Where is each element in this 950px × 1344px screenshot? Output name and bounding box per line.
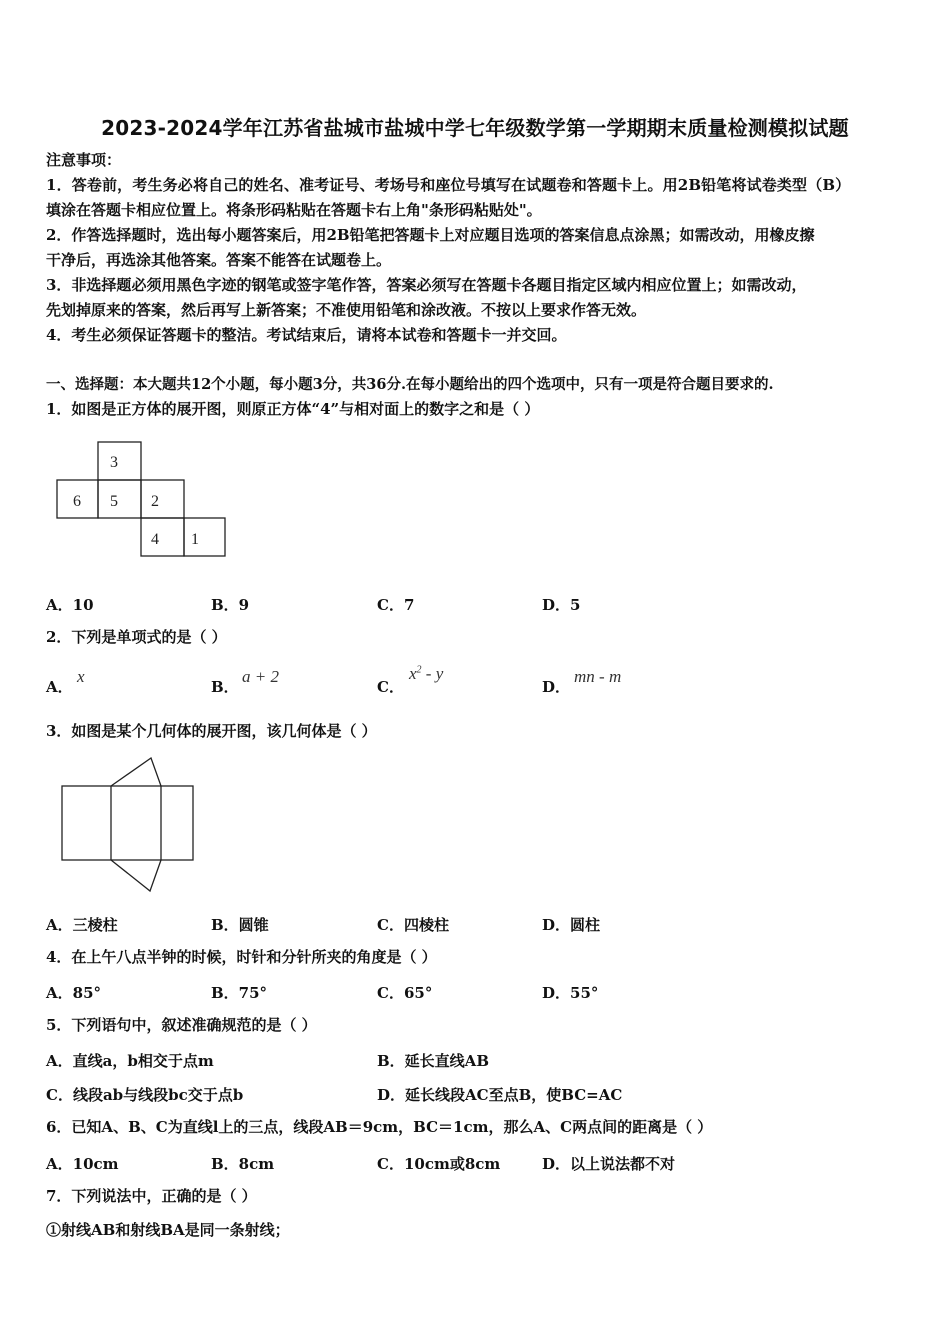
cube-number: 1 (191, 531, 199, 548)
cube-number: 5 (110, 493, 118, 510)
q1-option-b: B．9 (211, 596, 250, 614)
q2-option-b-expr: a + 2 (242, 667, 279, 686)
q7-statement-1: ①射线AB和射线BA是同一条射线； (46, 1221, 290, 1239)
question-1-stem: 1．如图是正方体的展开图，则原正方体“4”与相对面上的数字之和是（ ） (46, 400, 540, 418)
expr-rest: - y (421, 664, 444, 683)
q6-option-d: D．以上说法都不对 (542, 1155, 676, 1173)
q2-option-c-label: C． (377, 678, 404, 696)
q6-option-a: A．10cm (46, 1155, 119, 1173)
net-triangle-bottom (111, 860, 161, 891)
q2-option-a-label: A． (46, 678, 73, 696)
net-square (98, 480, 141, 518)
q3-option-b: B．圆锥 (211, 916, 269, 934)
cube-number: 4 (151, 531, 159, 548)
expr-exponent: 2 (416, 664, 422, 676)
net-square (141, 480, 184, 518)
q2-option-d-expr: mn - m (574, 667, 622, 686)
notice-line-4: 干净后，再选涂其他答案。答案不能答在试题卷上。 (46, 251, 392, 269)
q3-option-a: A．三棱柱 (46, 916, 118, 934)
q1-option-a: A．10 (46, 596, 94, 614)
expr-base: x (409, 664, 417, 683)
q2-option-b-label: B． (211, 678, 239, 696)
cube-net-figure (55, 440, 235, 562)
q4-option-c: C．65° (377, 984, 433, 1002)
q2-option-a-expr: x (77, 667, 85, 686)
question-7-stem: 7．下列说法中，正确的是（ ） (46, 1187, 257, 1205)
question-4-stem: 4．在上午八点半钟的时候，时针和分针所夹的角度是（ ） (46, 948, 437, 966)
q4-option-a: A．85° (46, 984, 102, 1002)
q4-option-d: D．55° (542, 984, 599, 1002)
notice-line-1: 1．答卷前，考生务必将自己的姓名、准考证号、考场号和座位号填写在试题卷和答题卡上。用2B铅笔将试卷类型（B） (46, 176, 851, 194)
q6-option-c: C．10cm或8cm (377, 1155, 501, 1173)
q4-option-b: B．75° (211, 984, 268, 1002)
net-rectangle (62, 786, 193, 860)
page-title: 2023-2024学年江苏省盐城市盐城中学七年级数学第一学期期末质量检测模拟试题 (101, 116, 849, 140)
q6-option-b: B．8cm (211, 1155, 275, 1173)
q5-option-d: D．延长线段AC至点B，使BC=AC (377, 1086, 623, 1104)
notice-line-2: 填涂在答题卡相应位置上。将条形码粘贴在答题卡右上角"条形码粘贴处"。 (46, 201, 542, 219)
q5-option-c: C．线段ab与线段bc交于点b (46, 1086, 244, 1104)
prism-net-figure (58, 755, 198, 895)
q2-option-d-label: D． (542, 678, 571, 696)
question-3-stem: 3．如图是某个几何体的展开图，该几何体是（ ） (46, 722, 377, 740)
q2-option-c-expr (409, 664, 443, 684)
cube-number: 3 (110, 454, 118, 471)
q5-option-b: B．延长直线AB (377, 1052, 489, 1070)
q5-option-a: A．直线a，b相交于点m (46, 1052, 214, 1070)
q1-option-c: C．7 (377, 596, 415, 614)
cube-number: 2 (151, 493, 159, 510)
net-triangle-top (111, 758, 161, 786)
notice-line-3: 2．作答选择题时，选出每小题答案后，用2B铅笔把答题卡上对应题目选项的答案信息点涂黑；如需改动，用橡皮擦 (46, 226, 815, 244)
notice-heading: 注意事项： (46, 151, 122, 169)
cube-number: 6 (73, 493, 81, 510)
notice-line-7: 4．考生必须保证答题卡的整洁。考试结束后，请将本试卷和答题卡一并交回。 (46, 326, 567, 344)
notice-line-5: 3．非选择题必须用黑色字迹的钢笔或签字笔作答，答案必须写在答题卡各题目指定区域内相应位置上；如需改动， (46, 276, 807, 294)
q3-option-c: C．四棱柱 (377, 916, 449, 934)
question-6-stem: 6．已知A、B、C为直线l上的三点，线段AB＝9cm，BC＝1cm，那么A、C两点间的距离是（ ） (46, 1118, 713, 1136)
notice-line-6: 先划掉原来的答案，然后再写上新答案；不准使用铅笔和涂改液。不按以上要求作答无效。 (46, 301, 647, 319)
net-square (141, 518, 184, 556)
question-2-stem: 2．下列是单项式的是（ ） (46, 628, 227, 646)
net-square (98, 442, 141, 480)
question-5-stem: 5．下列语句中，叙述准确规范的是（ ） (46, 1016, 317, 1034)
section-heading: 一、选择题：本大题共12个小题，每小题3分，共36分.在每小题给出的四个选项中，只有一项是符合题目要求的. (46, 376, 774, 393)
q3-option-d: D．圆柱 (542, 916, 601, 934)
q1-option-d: D．5 (542, 596, 581, 614)
